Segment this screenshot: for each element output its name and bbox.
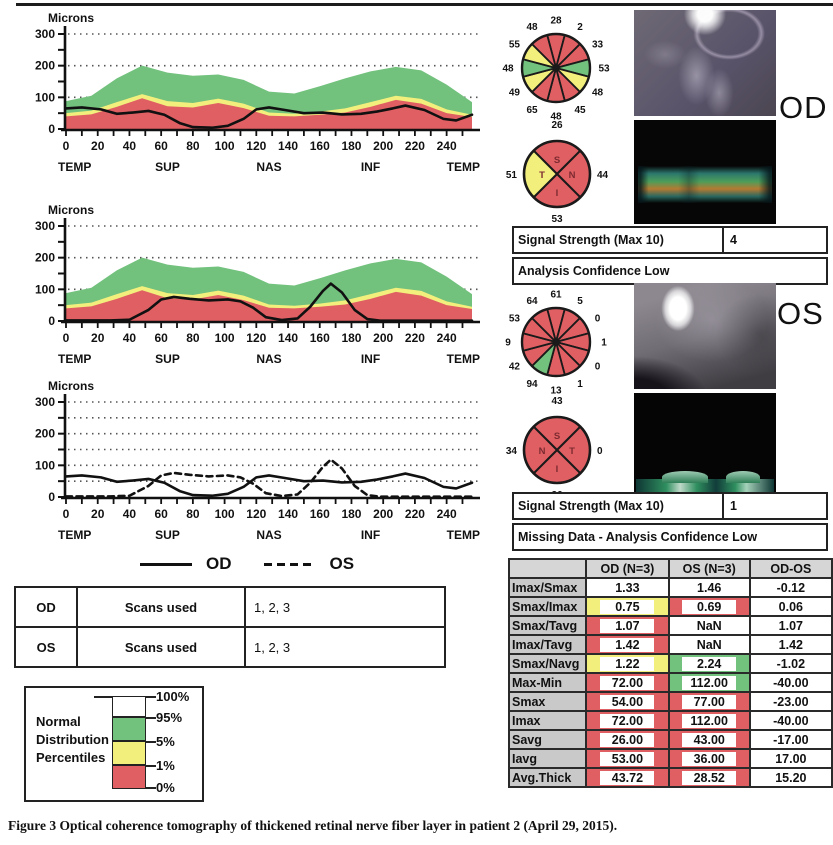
percentile-legend-box [24,686,204,802]
metric-name-cell: Smax/Navg [509,654,586,673]
svg-text:60: 60 [154,139,168,153]
svg-text:80: 80 [186,139,200,153]
svg-text:40: 40 [122,331,137,345]
percentile-band-white [112,696,146,717]
metric-diff-cell: 17.00 [750,749,832,768]
svg-text:20: 20 [91,139,105,153]
svg-text:NAS: NAS [256,352,282,366]
percentile-band-green [112,717,146,741]
metric-value-cell: 0.75 [586,597,669,616]
os-retina-hump [662,471,708,483]
metrics-table-row [509,749,832,768]
svg-text:26: 26 [551,120,563,131]
od-retina-band [638,166,772,203]
svg-text:TEMP: TEMP [58,352,92,366]
percentile-label-5: 5% [156,734,175,749]
metric-diff-cell: 15.20 [750,768,832,787]
os-quadrants-chart [492,394,622,504]
svg-text:200: 200 [34,58,55,73]
svg-text:240: 240 [436,139,457,153]
svg-text:I: I [555,464,559,475]
metric-value-cell: 1.42 [586,635,669,654]
svg-text:200: 200 [34,250,55,265]
percentile-tick [146,787,156,789]
os-clock-hours-chart [495,282,617,398]
svg-text:INF: INF [360,160,381,174]
svg-text:40: 40 [122,139,137,153]
metric-value-cell: 1.46 [669,578,750,597]
metric-value-cell: 2.24 [669,654,750,673]
svg-text:53: 53 [551,214,563,225]
metric-value-cell: 53.00 [586,749,669,768]
os-eye-label: OS [777,296,824,331]
os-confidence-note: Missing Data - Analysis Confidence Low [512,523,828,551]
svg-text:5: 5 [577,295,583,307]
svg-text:45: 45 [574,105,586,117]
svg-text:160: 160 [309,139,330,153]
os-retina-hump [726,471,760,483]
svg-text:13: 13 [550,385,562,397]
svg-text:TEMP: TEMP [58,160,92,174]
svg-text:0: 0 [48,122,55,136]
svg-text:N: N [568,170,576,181]
od-oct-bscan-image [634,120,776,224]
metrics-table-row [509,597,832,616]
svg-text:33: 33 [592,39,604,51]
metric-diff-cell: -1.02 [750,654,832,673]
svg-text:44: 44 [597,170,609,181]
metric-value-cell: 77.00 [669,692,750,711]
svg-text:140: 140 [278,331,299,345]
svg-text:SUP: SUP [155,160,180,174]
legend-os-label: OS [329,554,355,573]
svg-text:40: 40 [122,507,137,521]
od-quadrants-chart [492,118,622,228]
od-clock-hours-chart [495,8,617,124]
metrics-table-row [509,711,832,730]
svg-text:28: 28 [550,15,562,27]
percentile-tick [146,717,156,719]
svg-text:0: 0 [48,314,55,328]
svg-text:300: 300 [34,27,55,41]
svg-text:INF: INF [360,528,381,542]
svg-text:0: 0 [48,490,55,504]
metric-value-cell: 54.00 [586,692,669,711]
metrics-header-cell: OD (N=3) [586,559,669,578]
od-profile-chart [10,8,484,178]
metric-name-cell: Smax/Tavg [509,616,586,635]
metric-value-cell: 0.69 [669,597,750,616]
svg-text:0: 0 [597,446,603,457]
metric-diff-cell: -0.12 [750,578,832,597]
svg-text:0: 0 [62,507,70,521]
metric-diff-cell: -17.00 [750,730,832,749]
svg-text:20: 20 [91,331,105,345]
metrics-header-cell [509,559,586,578]
scans-used-table [14,586,446,668]
svg-text:100: 100 [34,90,55,105]
svg-text:60: 60 [154,507,168,521]
svg-text:NAS: NAS [256,528,282,542]
svg-text:0: 0 [594,361,601,373]
legend-od-label: OD [206,554,232,573]
metric-name-cell: Smax/Imax [509,597,586,616]
od-signal-strength-label: Signal Strength (Max 10) [514,228,724,252]
percentile-tick [146,696,156,698]
os-signal-strength-value: 1 [730,499,737,513]
svg-text:80: 80 [186,331,200,345]
svg-text:200: 200 [373,507,394,521]
svg-text:Microns: Microns [48,11,95,25]
od-os-comparison-chart [10,376,484,546]
svg-text:20: 20 [91,507,105,521]
metric-name-cell: Avg.Thick [509,768,586,787]
svg-text:220: 220 [404,331,425,345]
metric-name-cell: Iavg [509,749,586,768]
metric-value-cell: 36.00 [669,749,750,768]
metric-value-cell: NaN [669,616,750,635]
od-solid-line-swatch [140,563,192,566]
svg-text:160: 160 [309,507,330,521]
svg-text:300: 300 [34,219,55,233]
percentile-label-1: 1% [156,758,175,773]
rnfl-metrics-table [508,558,833,788]
scans-table-cell: OD [15,587,77,627]
os-dashed-line-swatch [264,563,316,566]
svg-text:T: T [539,170,545,181]
svg-text:1: 1 [601,337,607,349]
os-signal-strength-label: Signal Strength (Max 10) [514,494,724,518]
svg-text:34: 34 [505,446,517,457]
svg-text:100: 100 [214,507,235,521]
od-signal-strength-value: 4 [730,233,737,247]
percentile-title-line: Distribution [36,732,109,747]
metric-value-cell: 1.22 [586,654,669,673]
metrics-table-row [509,578,832,597]
metric-name-cell: Imax [509,711,586,730]
os-oct-bscan-image [634,393,776,497]
svg-text:43: 43 [551,396,563,407]
percentile-tick [146,765,156,767]
svg-text:0: 0 [62,139,70,153]
od-confidence-note: Analysis Confidence Low [512,257,828,285]
od-eye-label: OD [779,90,828,125]
metric-diff-cell: -23.00 [750,692,832,711]
svg-text:49: 49 [508,87,520,99]
os-fundus-image [634,283,776,389]
metric-diff-cell: 1.07 [750,616,832,635]
svg-text:64: 64 [526,295,538,307]
figure-caption: Figure 3 Optical coherence tomography of thickened retinal nerve fiber layer in patient 2 (April 29, 2015). [8,818,618,833]
figure-top-rule [16,3,833,6]
os-profile-chart [10,200,484,370]
svg-text:180: 180 [341,331,362,345]
metric-value-cell: 72.00 [586,673,669,692]
percentile-tick [94,696,112,698]
percentile-band-red [112,765,146,789]
svg-text:53: 53 [598,63,610,75]
metric-diff-cell: -40.00 [750,673,832,692]
svg-text:120: 120 [246,139,267,153]
svg-text:S: S [553,155,561,166]
svg-text:94: 94 [526,379,538,391]
od-signal-box [512,226,828,288]
os-signal-box [512,492,828,554]
svg-text:240: 240 [436,331,457,345]
metric-name-cell: Smax [509,692,586,711]
metrics-table-row [509,616,832,635]
svg-text:200: 200 [373,331,394,345]
metrics-header-cell: OS (N=3) [669,559,750,578]
svg-text:2: 2 [577,21,583,33]
svg-text:140: 140 [278,139,299,153]
svg-text:T: T [569,446,575,457]
svg-text:240: 240 [436,507,457,521]
metric-value-cell: 43.72 [586,768,669,787]
metric-name-cell: Max-Min [509,673,586,692]
percentile-label-0: 0% [156,780,175,795]
svg-text:INF: INF [360,352,381,366]
metric-value-cell: 28.52 [669,768,750,787]
svg-text:SUP: SUP [155,528,180,542]
scans-table-row [15,587,445,627]
svg-text:65: 65 [526,105,538,117]
line-legend [140,551,470,577]
svg-text:Microns: Microns [48,203,95,217]
metrics-header-cell: OD-OS [750,559,832,578]
metric-diff-cell: -40.00 [750,711,832,730]
metrics-table-row [509,730,832,749]
metric-diff-cell: 1.42 [750,635,832,654]
svg-text:200: 200 [34,426,55,441]
metric-diff-cell: 0.06 [750,597,832,616]
svg-text:42: 42 [508,361,520,373]
svg-text:S: S [553,431,561,442]
metric-value-cell: 26.00 [586,730,669,749]
svg-text:48: 48 [502,63,514,75]
svg-text:Microns: Microns [48,379,95,393]
metrics-table-row [509,673,832,692]
svg-text:100: 100 [34,458,55,473]
svg-text:53: 53 [508,313,520,325]
svg-text:48: 48 [592,87,604,99]
svg-text:60: 60 [154,331,168,345]
metric-name-cell: Imax/Tavg [509,635,586,654]
svg-text:180: 180 [341,139,362,153]
metric-value-cell: 112.00 [669,711,750,730]
svg-text:0: 0 [62,331,70,345]
scans-table-cell: Scans used [77,627,245,667]
svg-text:220: 220 [404,139,425,153]
svg-text:0: 0 [594,313,601,325]
svg-text:9: 9 [505,337,511,349]
svg-text:140: 140 [278,507,299,521]
od-fundus-image [634,10,776,116]
percentile-band-yellow [112,741,146,765]
scans-table-row [15,627,445,667]
metric-value-cell: 43.00 [669,730,750,749]
metrics-table-row [509,654,832,673]
svg-text:55: 55 [508,39,520,51]
metric-name-cell: Imax/Smax [509,578,586,597]
metric-value-cell: 1.33 [586,578,669,597]
svg-text:TEMP: TEMP [58,528,92,542]
svg-text:61: 61 [550,289,562,301]
svg-text:100: 100 [214,331,235,345]
svg-text:100: 100 [34,282,55,297]
scans-table-cell: Scans used [77,587,245,627]
metric-value-cell: 112.00 [669,673,750,692]
metrics-table-row [509,692,832,711]
percentile-title-line: Normal [36,714,81,729]
svg-text:100: 100 [214,139,235,153]
svg-text:220: 220 [404,507,425,521]
svg-text:120: 120 [246,331,267,345]
svg-text:200: 200 [373,139,394,153]
svg-text:SUP: SUP [155,352,180,366]
scans-table-cell: OS [15,627,77,667]
svg-text:300: 300 [34,395,55,409]
metric-value-cell: 1.07 [586,616,669,635]
metric-value-cell: 72.00 [586,711,669,730]
svg-text:80: 80 [186,507,200,521]
svg-text:TEMP: TEMP [446,528,480,542]
svg-text:TEMP: TEMP [446,160,480,174]
percentile-label-100: 100% [156,689,190,704]
metrics-table-row [509,768,832,787]
svg-text:48: 48 [526,21,538,33]
metric-value-cell: NaN [669,635,750,654]
svg-text:1: 1 [577,379,583,391]
scans-table-cell: 1, 2, 3 [245,627,445,667]
svg-text:51: 51 [505,170,517,181]
svg-text:TEMP: TEMP [446,352,480,366]
metrics-table-row [509,635,832,654]
svg-text:48: 48 [550,111,562,123]
svg-text:N: N [538,446,546,457]
scans-table-cell: 1, 2, 3 [245,587,445,627]
percentile-title-line: Percentiles [36,750,106,765]
svg-text:180: 180 [341,507,362,521]
svg-text:160: 160 [309,331,330,345]
percentile-tick [146,741,156,743]
metric-name-cell: Savg [509,730,586,749]
svg-text:120: 120 [246,507,267,521]
svg-text:I: I [555,188,559,199]
percentile-label-95: 95% [156,710,183,725]
svg-text:NAS: NAS [256,160,282,174]
